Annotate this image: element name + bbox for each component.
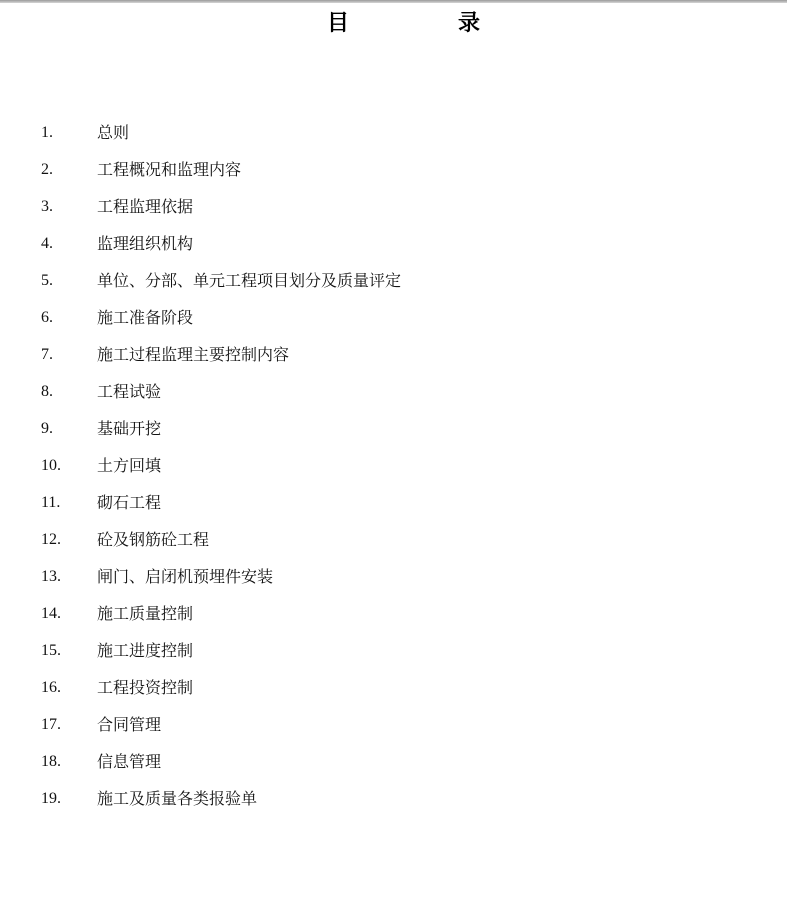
toc-item-text: 信息管理 xyxy=(97,752,162,771)
toc-item xyxy=(0,669,787,706)
toc-item xyxy=(0,262,787,299)
toc-item-number: 3. xyxy=(41,198,53,215)
toc-item-number: 10. xyxy=(41,457,61,474)
toc-item xyxy=(0,558,787,595)
toc-item-text: 工程投资控制 xyxy=(97,678,194,697)
toc-item-text: 土方回填 xyxy=(97,456,162,475)
toc-item xyxy=(0,151,787,188)
toc-item-number: 19. xyxy=(41,790,61,807)
toc-item-number: 4. xyxy=(41,235,53,252)
toc-item-number: 16. xyxy=(41,679,61,696)
toc-item-text: 闸门、启闭机预埋件安装 xyxy=(97,567,274,586)
toc-item xyxy=(0,114,787,151)
toc-item-text: 施工过程监理主要控制内容 xyxy=(97,345,290,364)
toc-item-number: 9. xyxy=(41,420,53,437)
toc-item xyxy=(0,336,787,373)
toc-item-text: 监理组织机构 xyxy=(97,234,194,253)
toc-item-number: 17. xyxy=(41,716,61,733)
toc-item-text: 施工及质量各类报验单 xyxy=(97,789,258,808)
toc-item-number: 8. xyxy=(41,383,53,400)
toc-item-number: 2. xyxy=(41,161,53,178)
toc-item xyxy=(0,780,787,817)
toc-item xyxy=(0,299,787,336)
toc-item-number: 15. xyxy=(41,642,61,659)
table-of-contents xyxy=(0,114,787,817)
toc-item xyxy=(0,447,787,484)
toc-item-number: 12. xyxy=(41,531,61,548)
toc-item xyxy=(0,225,787,262)
toc-item-text: 合同管理 xyxy=(97,715,162,734)
toc-item-number: 18. xyxy=(41,753,61,770)
toc-item xyxy=(0,706,787,743)
title-char-2: 录 xyxy=(458,10,481,36)
toc-item xyxy=(0,188,787,225)
toc-item-text: 砼及钢筋砼工程 xyxy=(97,530,210,549)
toc-item-number: 5. xyxy=(41,272,53,289)
toc-item xyxy=(0,373,787,410)
toc-item xyxy=(0,632,787,669)
top-border-rule xyxy=(0,0,787,3)
toc-item-text: 砌石工程 xyxy=(97,493,162,512)
toc-item-number: 11. xyxy=(41,494,61,511)
toc-item-text: 单位、分部、单元工程项目划分及质量评定 xyxy=(97,271,402,290)
toc-item-number: 13. xyxy=(41,568,61,585)
toc-item xyxy=(0,521,787,558)
page-title xyxy=(0,8,787,38)
toc-item-number: 14. xyxy=(41,605,61,622)
toc-item-number: 7. xyxy=(41,346,53,363)
toc-item-text: 工程试验 xyxy=(97,382,162,401)
toc-item xyxy=(0,484,787,521)
toc-item xyxy=(0,410,787,447)
toc-item-text: 基础开挖 xyxy=(97,419,162,438)
toc-item-text: 施工准备阶段 xyxy=(97,308,194,327)
toc-item-text: 施工质量控制 xyxy=(97,604,194,623)
toc-item-text: 工程监理依据 xyxy=(97,197,194,216)
toc-item xyxy=(0,595,787,632)
title-char-1: 目 xyxy=(327,10,350,36)
toc-item-number: 1. xyxy=(41,124,53,141)
toc-item-text: 总则 xyxy=(97,123,130,142)
toc-item-text: 施工进度控制 xyxy=(97,641,194,660)
toc-item xyxy=(0,743,787,780)
toc-item-number: 6. xyxy=(41,309,53,326)
toc-item-text: 工程概况和监理内容 xyxy=(97,160,242,179)
